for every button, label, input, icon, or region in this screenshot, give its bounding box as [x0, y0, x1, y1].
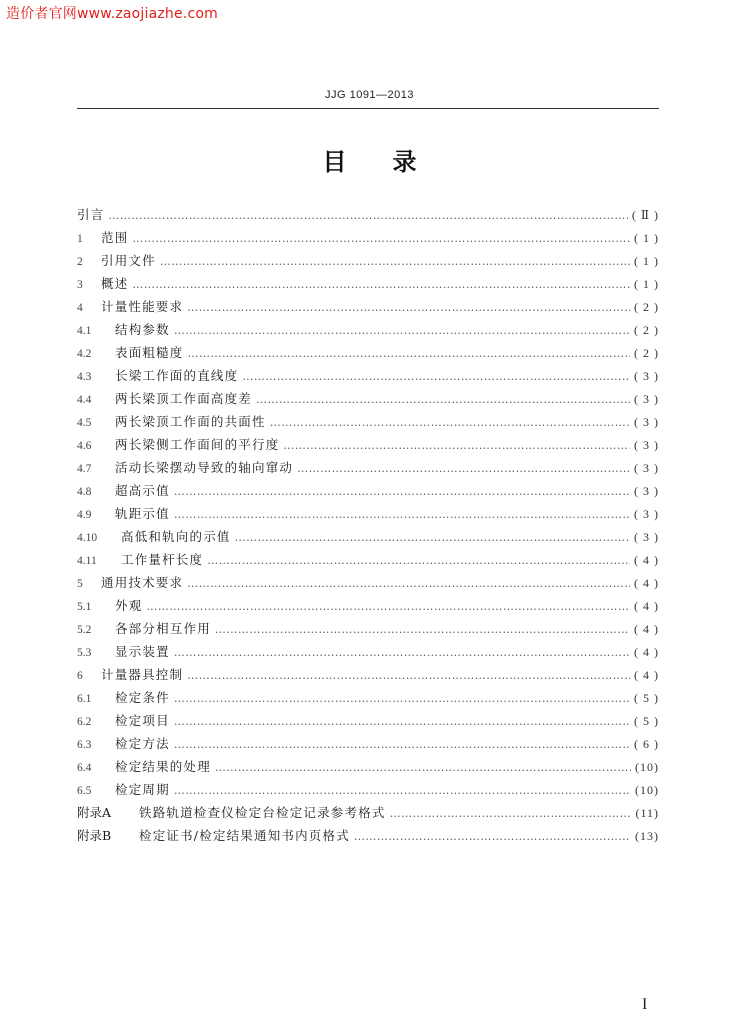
- toc-entry-title: 引用文件: [101, 253, 156, 268]
- toc-entry[interactable]: [77, 732, 659, 755]
- toc-entry-number: 4.2: [77, 348, 92, 360]
- toc-entry[interactable]: [77, 318, 659, 341]
- toc-entry-number: 4.7: [77, 463, 92, 475]
- toc-entry-number: 6.5: [77, 785, 92, 797]
- toc-dot-leader: [215, 618, 630, 641]
- toc-entry[interactable]: [77, 548, 659, 571]
- toc-entry[interactable]: [77, 341, 659, 364]
- toc-entry-title: 高低和轨向的示值: [121, 529, 231, 544]
- toc-entry-title: 显示装置: [115, 644, 170, 659]
- toc-entry-page: (13): [635, 829, 659, 843]
- toc-entry-number: 6.3: [77, 739, 92, 751]
- toc-dot-leader: [270, 411, 630, 434]
- page-number: I: [642, 996, 648, 1013]
- toc-entry-page: ( Ⅱ ): [631, 208, 659, 222]
- toc-entry-number: 4.6: [77, 440, 92, 452]
- toc-dot-leader: [160, 250, 630, 273]
- toc-entry[interactable]: [77, 249, 659, 272]
- toc-title: 目录: [322, 148, 463, 176]
- toc-entry[interactable]: [77, 502, 659, 525]
- toc-entry-page: ( 1 ): [634, 254, 659, 268]
- toc-entry[interactable]: [77, 387, 659, 410]
- toc-entry-number: 4.1: [77, 325, 92, 337]
- toc-entry[interactable]: [77, 364, 659, 387]
- toc-entry-title: 检定方法: [115, 736, 170, 751]
- toc-entry-page: ( 5 ): [634, 714, 659, 728]
- toc-entry-page: ( 3 ): [634, 507, 659, 521]
- toc-entry-page: ( 3 ): [634, 484, 659, 498]
- toc-entry-number: 4.5: [77, 417, 92, 429]
- toc-dot-leader: [132, 273, 630, 296]
- toc-entry-page: ( 3 ): [634, 461, 659, 475]
- toc-dot-leader: [108, 204, 627, 227]
- toc-entry[interactable]: [77, 663, 659, 686]
- toc-entry-title: 检定条件: [115, 690, 170, 705]
- toc-entry-number: 4.8: [77, 486, 92, 498]
- toc-entry-title: 结构参数: [115, 322, 170, 337]
- toc-entry-number: 4.3: [77, 371, 92, 383]
- toc-entry[interactable]: [77, 456, 659, 479]
- toc-entry-page: ( 3 ): [634, 415, 659, 429]
- toc-entry-number: 2: [77, 256, 83, 268]
- toc-entry-number: 4.4: [77, 394, 92, 406]
- toc-entry-page: (10): [635, 783, 659, 797]
- toc-entry-number: 5.3: [77, 647, 92, 659]
- header-rule: [77, 108, 659, 109]
- toc-entry-page: ( 4 ): [634, 668, 659, 682]
- toc-entry-page: ( 3 ): [634, 530, 659, 544]
- toc-entry[interactable]: [77, 410, 659, 433]
- toc-entry-number: 6: [77, 670, 83, 682]
- toc-dot-leader: [354, 825, 631, 848]
- toc-dot-leader: [188, 342, 630, 365]
- toc-entry-page: ( 3 ): [634, 438, 659, 452]
- toc-entry-title: 检定证书/检定结果通知书内页格式: [139, 828, 350, 843]
- toc-entry-title: 外观: [115, 598, 143, 613]
- toc-dot-leader: [174, 687, 630, 710]
- toc-entry-page: ( 1 ): [634, 277, 659, 291]
- toc-entry-page: ( 2 ): [634, 346, 659, 360]
- toc-entry-number: 6.4: [77, 762, 92, 774]
- toc-entry-title: 各部分相互作用: [115, 621, 211, 636]
- toc-entry-number: 6.1: [77, 693, 92, 705]
- toc-entry[interactable]: [77, 824, 659, 847]
- toc-entry-number: 6.2: [77, 716, 92, 728]
- toc-entry-page: ( 2 ): [634, 300, 659, 314]
- toc-entry-number: 4.9: [77, 509, 92, 521]
- toc-dot-leader: [256, 388, 630, 411]
- toc-entry-number: 3: [77, 279, 83, 291]
- toc-entry-page: ( 5 ): [634, 691, 659, 705]
- toc-entry-page: ( 3 ): [634, 392, 659, 406]
- table-of-contents: [77, 203, 659, 847]
- toc-entry[interactable]: [77, 686, 659, 709]
- toc-entry[interactable]: [77, 272, 659, 295]
- toc-entry[interactable]: [77, 571, 659, 594]
- toc-entry-page: ( 2 ): [634, 323, 659, 337]
- toc-dot-leader: [174, 503, 630, 526]
- toc-entry[interactable]: [77, 640, 659, 663]
- toc-dot-leader: [146, 595, 630, 618]
- toc-dot-leader: [174, 319, 630, 342]
- toc-entry-title: 计量器具控制: [101, 667, 184, 682]
- toc-entry-title: 计量性能要求: [101, 299, 184, 314]
- toc-entry[interactable]: [77, 295, 659, 318]
- toc-dot-leader: [390, 802, 632, 825]
- toc-entry-title: 超高示值: [115, 483, 170, 498]
- toc-dot-leader: [174, 710, 630, 733]
- toc-entry-number: 5.2: [77, 624, 92, 636]
- toc-entry-page: (10): [635, 760, 659, 774]
- watermark-text: 造价者官网www.zaojiazhe.com: [6, 6, 218, 22]
- toc-entry[interactable]: [77, 594, 659, 617]
- toc-entry[interactable]: [77, 617, 659, 640]
- toc-dot-leader: [297, 457, 630, 480]
- toc-dot-leader: [174, 641, 630, 664]
- toc-entry-title: 铁路轨道检查仪检定台检定记录参考格式: [139, 805, 386, 820]
- toc-dot-leader: [174, 779, 631, 802]
- toc-entry-title: 检定结果的处理: [115, 759, 211, 774]
- toc-dot-leader: [187, 296, 630, 319]
- toc-entry-page: ( 4 ): [634, 576, 659, 590]
- toc-entry-title: 轨距示值: [115, 506, 170, 521]
- toc-entry-title: 两长梁顶工作面的共面性: [115, 414, 266, 429]
- toc-entry-number: 5.1: [77, 601, 92, 613]
- toc-entry[interactable]: [77, 709, 659, 732]
- toc-entry-number: 4: [77, 302, 83, 314]
- toc-entry-title: 概述: [101, 276, 129, 291]
- toc-dot-leader: [207, 549, 630, 572]
- toc-entry[interactable]: [77, 755, 659, 778]
- toc-entry-number: 4.11: [77, 555, 97, 567]
- toc-entry-number: 4.10: [77, 532, 98, 544]
- toc-entry-number: 附录A: [77, 805, 112, 820]
- toc-dot-leader: [187, 664, 630, 687]
- toc-entry-title: 表面粗糙度: [115, 345, 184, 360]
- toc-entry-title: 通用技术要求: [101, 575, 184, 590]
- toc-dot-leader: [242, 365, 630, 388]
- toc-entry-title: 活动长梁摆动导致的轴向窜动: [115, 460, 294, 475]
- toc-entry-page: ( 6 ): [634, 737, 659, 751]
- toc-entry-page: ( 4 ): [634, 645, 659, 659]
- toc-entry-title: 引言: [77, 207, 105, 222]
- toc-dot-leader: [235, 526, 630, 549]
- toc-entry-number: 5: [77, 578, 83, 590]
- toc-entry-title: 两长梁顶工作面高度差: [115, 391, 253, 406]
- toc-entry-page: ( 3 ): [634, 369, 659, 383]
- toc-entry-title: 范围: [101, 230, 129, 245]
- toc-entry-number: 附录B: [77, 828, 112, 843]
- toc-dot-leader: [215, 756, 631, 779]
- toc-entry-number: 1: [77, 233, 83, 245]
- toc-entry[interactable]: [77, 479, 659, 502]
- toc-entry-title: 工作量杆长度: [121, 552, 204, 567]
- toc-dot-leader: [283, 434, 630, 457]
- toc-dot-leader: [187, 572, 630, 595]
- toc-entry-title: 检定周期: [115, 782, 170, 797]
- toc-entry[interactable]: [77, 226, 659, 249]
- toc-entry-title: 检定项目: [115, 713, 170, 728]
- toc-entry-title: 两长梁侧工作面间的平行度: [115, 437, 280, 452]
- toc-entry-page: (11): [635, 806, 659, 820]
- toc-dot-leader: [174, 733, 630, 756]
- toc-entry[interactable]: [77, 525, 659, 548]
- toc-entry-title: 长梁工作面的直线度: [115, 368, 239, 383]
- standard-code: JJG 1091—2013: [324, 89, 415, 101]
- toc-entry[interactable]: [77, 433, 659, 456]
- toc-entry-page: ( 4 ): [634, 599, 659, 613]
- toc-dot-leader: [174, 480, 630, 503]
- toc-entry-page: ( 1 ): [634, 231, 659, 245]
- toc-entry-page: ( 4 ): [634, 553, 659, 567]
- toc-entry[interactable]: [77, 203, 659, 226]
- toc-dot-leader: [132, 227, 630, 250]
- toc-entry-page: ( 4 ): [634, 622, 659, 636]
- toc-entry[interactable]: [77, 778, 659, 801]
- toc-entry[interactable]: [77, 801, 659, 824]
